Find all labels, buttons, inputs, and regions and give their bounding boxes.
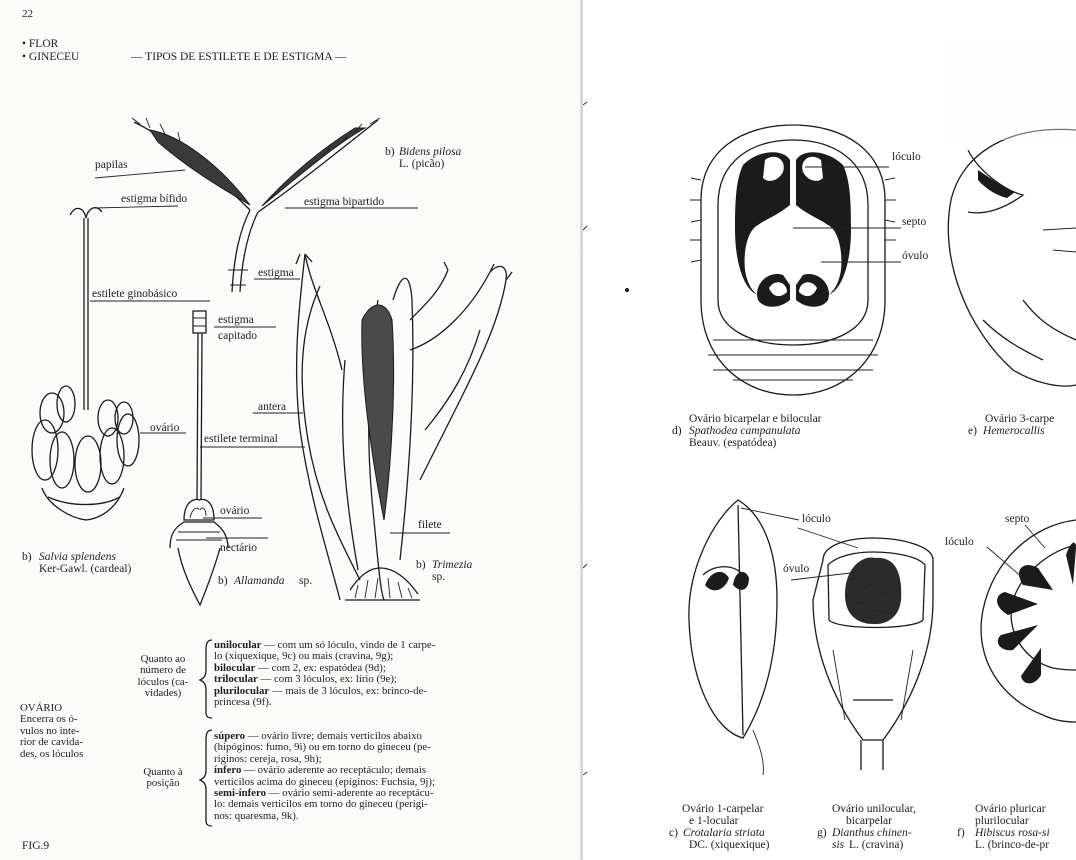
numero-line: lo (xiquexique, 9c) ou mais (cravina, 9g);: [214, 650, 394, 663]
caption-d-line1: Ovário bicarpelar e bilocular: [689, 413, 822, 425]
numero-line: bilocular — com 2, ex: espatódea (9d);: [214, 661, 386, 674]
salvia-letter: b): [22, 551, 32, 563]
salvia-author: Ker-Gawl. (cardeal): [39, 563, 132, 575]
ovario-definition: OVÁRIO Encerra os ó- vulos no inte- rior de cavida- des, os lóculos: [20, 702, 84, 760]
numero-line: trilocular — com 3 lóculos, ex: lírio (9e);: [214, 673, 397, 686]
caption-g-line1: Ovário unilocular,: [832, 803, 916, 815]
label-ovulo-c: óvulo: [783, 563, 810, 575]
caption-c-line1: Ovário 1-carpelar: [682, 803, 764, 815]
posicao-list: [214, 731, 435, 822]
label-filete: filete: [418, 519, 442, 531]
posicao-line: lo: demais verticilos em torno do gineceu (perígi-: [214, 798, 428, 811]
label-loculo-f: lóculo: [945, 536, 974, 548]
posicao-line: ríginos: cereja, rosa, 9h);: [214, 752, 322, 765]
posicao-line: (hipóginos: fumo, 9i) ou em torno do gineceu (pe-: [214, 741, 431, 754]
allamanda-name: Allamanda: [234, 575, 285, 587]
allamanda-letter: b): [218, 575, 228, 587]
hibiscus-ovary-drawing: [981, 520, 1076, 722]
salvia-name: Salvia splendens: [39, 551, 116, 563]
caption-c-letter: c): [669, 827, 678, 839]
crotalaria-ovary-drawing: [689, 500, 799, 775]
hemerocallis-ovary-drawing: [943, 40, 1076, 386]
spathodea-ovary-drawing: [690, 125, 901, 395]
trimezia-letter: b): [416, 559, 426, 571]
label-estigma-capitado-1: estigma: [218, 314, 254, 326]
page-number: 22: [22, 8, 33, 20]
label-septo-f: septo: [1005, 513, 1030, 525]
right-page: [583, 0, 1076, 860]
quanto-posicao: Quanto à posição: [143, 766, 183, 790]
caption-c-author: DC. (xiquexique): [689, 839, 770, 851]
label-estigma-bipartido: estigma bipartido: [304, 196, 385, 208]
caption-f-line1: Ovário pluricar: [975, 803, 1046, 815]
label-estigma: estigma: [258, 267, 294, 279]
trimezia-sp: sp.: [432, 571, 446, 583]
numero-list: [214, 640, 435, 708]
caption-e-line1: Ovário 3-carpe: [985, 413, 1055, 425]
numero-line: unilocular — com um só lóculo, vindo de 1 carpe-: [214, 639, 436, 651]
dianthus-ovary-drawing: [791, 528, 933, 770]
posicao-line: verticilos acima do gineceu (epíginos: Fuchsia, 9j);: [214, 775, 435, 788]
caption-d-species: Spathodea campanulata: [689, 425, 801, 437]
caption-f-line2: plurilocular: [975, 815, 1029, 827]
label-estigma-capitado-2: capitado: [218, 330, 257, 342]
trimezia-name: Trimezia: [432, 559, 473, 571]
posicao-line: ínfero — ovário aderente ao receptáculo; demais: [214, 764, 427, 777]
caption-f-author: L. (brinco-de-pr: [975, 839, 1050, 851]
label-estilete-terminal: estilete terminal: [204, 433, 278, 445]
caption-g-letter: g): [817, 827, 827, 839]
label-estigma-bifido: estigma bífido: [121, 193, 188, 205]
caption-g-species-2: sis: [832, 839, 845, 851]
header-flor: • FLOR: [22, 38, 59, 50]
caption-d-author: Beauv. (espatódea): [689, 437, 777, 449]
figure-label: FIG.9: [22, 840, 50, 852]
label-loculo-c: lóculo: [802, 513, 831, 525]
allamanda-sp: sp.: [299, 575, 313, 587]
caption-g-line2: bicarpelar: [846, 815, 892, 827]
posicao-line: semi-ínfero — ovário semi-aderente ao receptácu-: [214, 787, 434, 800]
header-title: — TIPOS DE ESTILETE E DE ESTIGMA —: [131, 51, 347, 63]
caption-f-species: Hibiscus rosa-si: [975, 827, 1050, 839]
posicao-line: súpero — ovário livre; demais verticilos abaixo: [214, 730, 422, 742]
label-ovario-2: ovário: [220, 505, 250, 517]
numero-line: plurilocular — mais de 3 lóculos, ex: brinco-de-: [214, 684, 427, 697]
quanto-numero: Quanto ao número de lóculos (ca- vidades): [137, 653, 189, 700]
bidens-name: Bidens pilosa: [399, 146, 462, 158]
numero-line: princesa (9f).: [214, 696, 272, 709]
bidens-author: L. (picão): [399, 158, 445, 170]
caption-c-line2: e 1-locular: [689, 815, 739, 827]
bidens-letter: b): [385, 146, 395, 158]
label-loculo-d: lóculo: [892, 151, 921, 163]
caption-c-species: Crotalaria striata: [683, 827, 765, 839]
label-estilete-ginobasico: estilete ginobásico: [92, 288, 178, 300]
caption-f-letter: f): [957, 827, 965, 839]
caption-d-letter: d): [672, 425, 682, 437]
header-gineceu: • GINECEU: [22, 51, 80, 63]
caption-g-species-1: Dianthus chinen-: [832, 827, 912, 839]
label-papilas: papilas: [95, 159, 128, 171]
caption-e-species: Hemerocallis: [983, 425, 1045, 437]
label-septo-d: septo: [902, 216, 927, 228]
label-nectario: nectário: [220, 542, 258, 554]
label-ovulo-d: óvulo: [902, 250, 929, 262]
label-antera: antera: [258, 401, 287, 413]
label-ovario: ovário: [150, 422, 180, 434]
caption-e-letter: e): [968, 425, 977, 437]
caption-g-author: L. (cravina): [849, 839, 904, 851]
posicao-line: nos: quaresma, 9k).: [214, 809, 299, 822]
